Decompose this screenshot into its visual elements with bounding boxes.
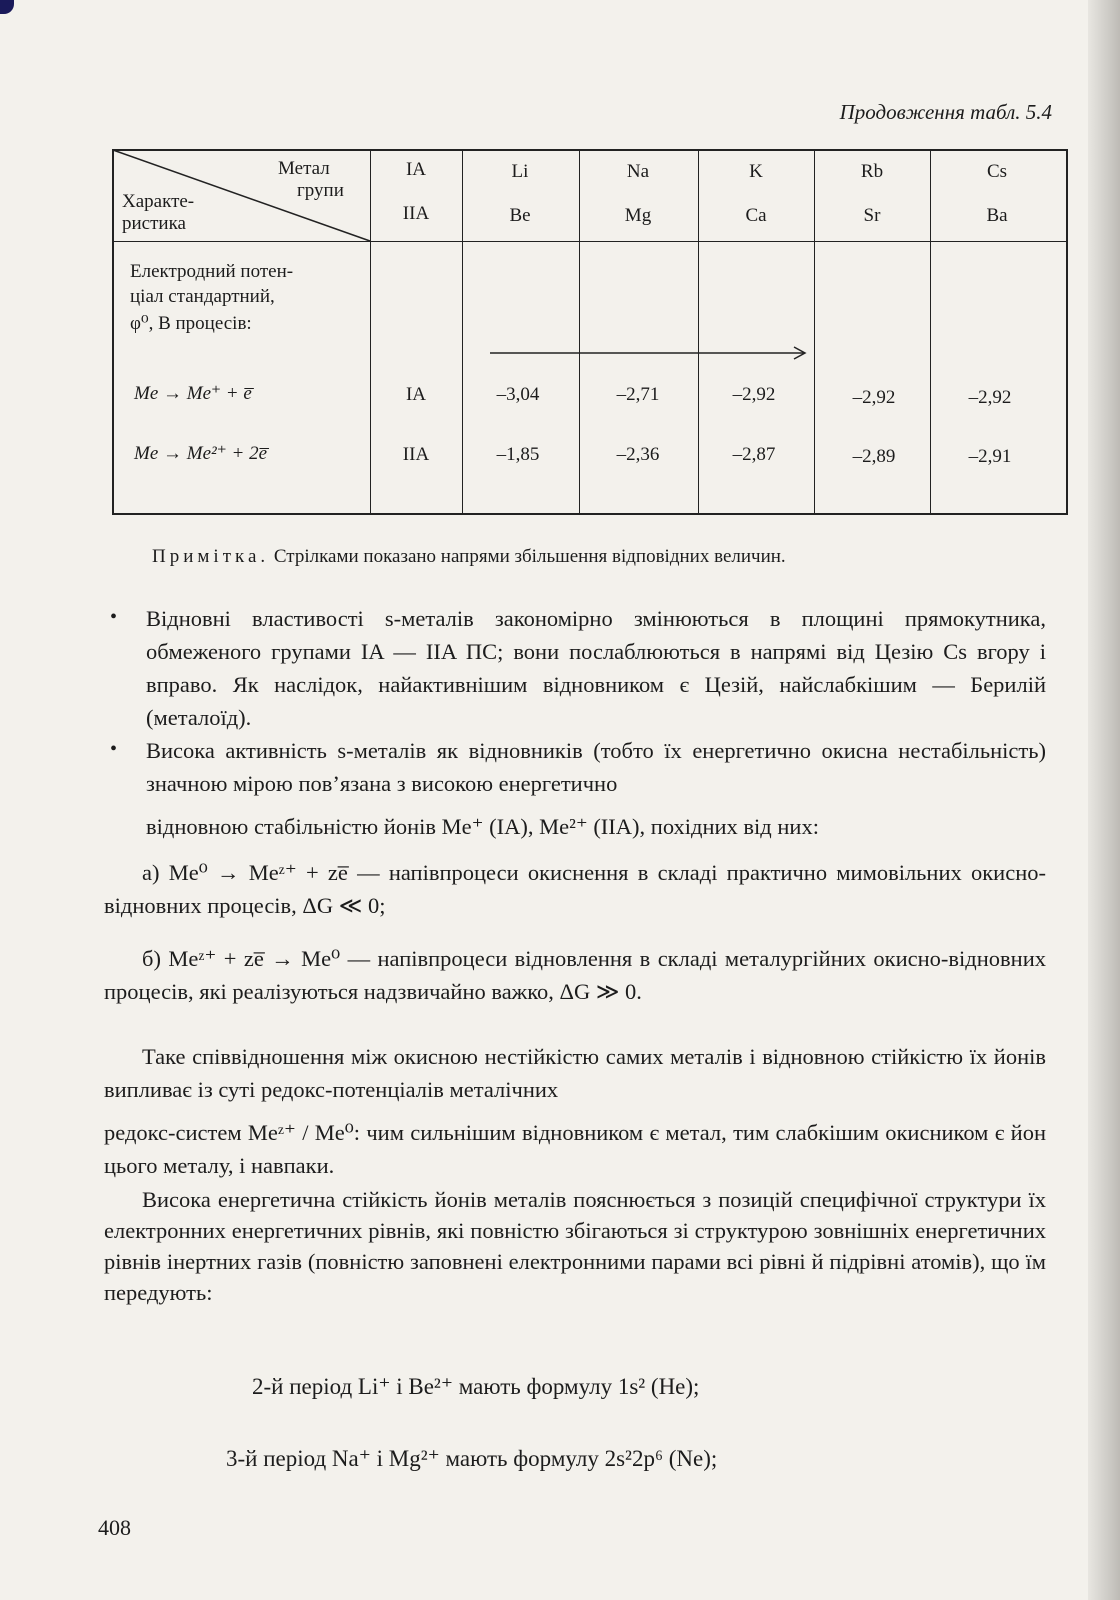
corner-label-group: групи	[297, 180, 344, 201]
header-metal: Cs	[986, 161, 1008, 182]
scan-corner-mark	[0, 0, 14, 14]
bullet-paragraph-2-end: відновною стабільністю йонів Me⁺ (IA), Me²⁺ (IIA), похідних від них:	[146, 814, 819, 839]
potentials-table	[112, 149, 1068, 515]
page-number: 408	[98, 1515, 131, 1540]
process-ia-equation: Me → Me⁺ + e̅	[134, 383, 252, 404]
note-label: Примітка.	[152, 546, 270, 567]
value-iia: –1,85	[496, 444, 540, 465]
header-metal: Na	[626, 161, 650, 182]
value-ia: –2,92	[732, 384, 776, 405]
bullet-paragraph-1: Відновні властивості s-металів закономірно змінюються в площині прямокутника, обмеженого групами IA — IIA ПС; вони послаблюються в напрямі від Цезію Cs вгору і вправо. Як наслідок, найактивнішим відновником є Цезій, найслабкішим — Берилій (металоїд).	[146, 606, 1046, 730]
process-iia-equation: Me → Me²⁺ + 2e̅	[134, 443, 267, 464]
header-metal: Sr	[863, 205, 881, 226]
table-vline	[814, 149, 815, 515]
header-group-ia: IA	[405, 159, 427, 180]
header-metal: K	[749, 161, 763, 182]
corner-label-char-2: ристика	[122, 213, 186, 234]
page-edge-shadow	[1088, 0, 1120, 1600]
characteristic-line: Електродний потен-	[130, 261, 294, 282]
header-metal: Be	[509, 205, 531, 226]
table-note	[152, 546, 786, 568]
value-ia: –2,71	[616, 384, 660, 405]
paragraph-1: Таке співвідношення між окисною нестійкістю самих металів і відновною стійкістю їх йонів випливає із суті редокс-потенціалів металічних	[104, 1044, 1046, 1102]
header-metal: Li	[511, 161, 529, 182]
corner-label-metal: Метал	[278, 158, 330, 179]
process-ia-group: IA	[405, 384, 427, 405]
value-iia: –2,89	[852, 446, 896, 467]
header-metal: Rb	[860, 161, 884, 182]
bullet-marker: •	[110, 606, 118, 628]
value-iia: –2,36	[616, 444, 660, 465]
value-ia: –3,04	[496, 384, 540, 405]
paragraph-2: Висока енергетична стійкість йонів металів пояснюється з позицій специфічної структури їх електронних енергетичних рівнів, які повністю збігаються зі структурою зовнішніх енергетичних рівнів інертних газів (повністю заповнені електронними парами всі рівні й підрівні атомів), що їм передують:	[104, 1187, 1046, 1305]
corner-label-char-1: Характе-	[122, 191, 195, 212]
table-vline	[930, 149, 931, 515]
bullet-paragraph-2: Висока активність s-металів як відновників (тобто їх енергетично окисна нестабільність) значною мірою пов’язана з високою енергетично	[146, 738, 1046, 796]
bullet-marker: •	[110, 738, 118, 760]
value-ia: –2,92	[852, 387, 896, 408]
characteristic-line: φ⁰, В процесів:	[130, 313, 252, 334]
header-metal: Ba	[986, 205, 1008, 226]
running-head: Продовження табл. 5.4	[839, 100, 1052, 124]
item-b: б) Meᶻ⁺ + ze̅ → Me⁰ — напівпроцеси відновлення в складі металургійних окисно-відновних процесів, які реалізуються надзвичайно важко, ΔG ≫ 0.	[104, 946, 1046, 1004]
value-iia: –2,87	[732, 444, 776, 465]
header-metal: Ca	[745, 205, 767, 226]
value-ia: –2,92	[968, 387, 1012, 408]
formula-period-2: 2-й період Li⁺ і Be²⁺ мають формулу 1s² (He);	[252, 1374, 700, 1399]
formula-period-3: 3-й період Na⁺ і Mg²⁺ мають формулу 2s²2p⁶ (Ne);	[226, 1446, 718, 1471]
header-group-iia: IIA	[402, 203, 430, 224]
value-iia: –2,91	[968, 446, 1012, 467]
header-metal: Mg	[624, 205, 652, 226]
item-a: а) Me⁰ → Meᶻ⁺ + ze̅ — напівпроцеси окиснення в складі практично мимовільних окисно-відновних процесів, ΔG ≪ 0;	[104, 860, 1046, 918]
characteristic-line: ціал стандартний,	[130, 286, 275, 307]
process-iia-group: IIA	[402, 444, 430, 465]
paragraph-1-end: редокс-систем Meᶻ⁺ / Me⁰: чим сильнішим відновником є метал, тим слабкішим окисником є йон цього металу, і навпаки.	[104, 1120, 1046, 1178]
table-vline	[579, 149, 580, 515]
increase-arrow	[490, 345, 810, 361]
table-vline	[698, 149, 699, 515]
note-text: Стрілками показано напрями збільшення відповідних величин.	[273, 546, 786, 567]
